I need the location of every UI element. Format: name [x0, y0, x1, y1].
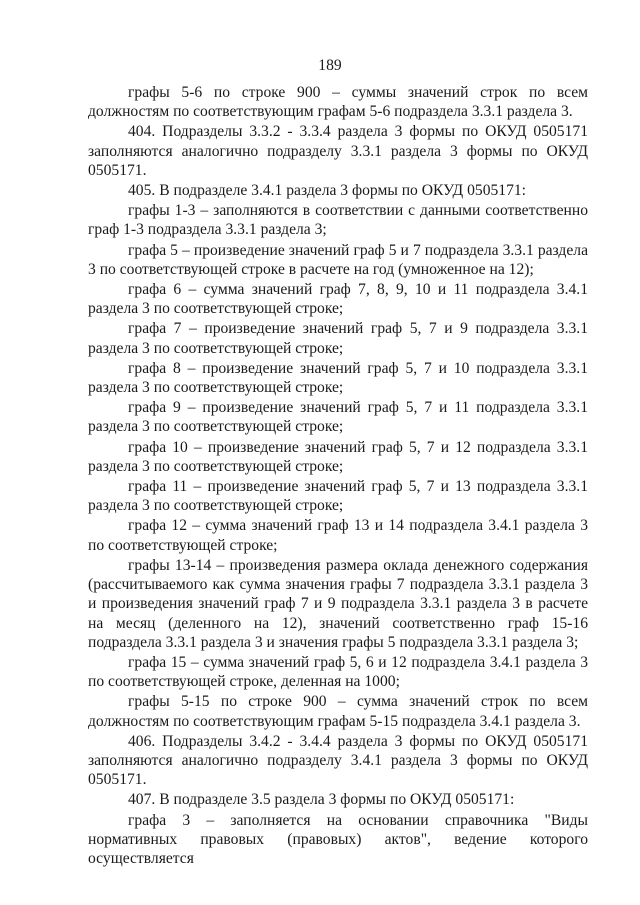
paragraph: 406. Подразделы 3.4.2 - 3.4.4 раздела 3 формы по ОКУД 0505171 заполняются аналогично подразделу 3.4.1 раздела 3 формы по ОКУД 0505171. — [88, 732, 588, 789]
document-body — [88, 83, 588, 868]
paragraph: графа 5 – произведение значений граф 5 и 7 подраздела 3.3.1 раздела 3 по соответствующей строке в расчете на год (умноженное на 12); — [88, 241, 588, 278]
paragraph: графы 5-15 по строке 900 – сумма значений строк по всем должностям по соответствующим графам 5-15 подраздела 3.4.1 раздела 3. — [88, 693, 588, 730]
page-number: 189 — [318, 57, 342, 74]
paragraph: графа 9 – произведение значений граф 5, 7 и 11 подраздела 3.3.1 раздела 3 по соответствующей строке; — [88, 399, 588, 436]
paragraph: графа 15 – сумма значений граф 5, 6 и 12 подраздела 3.4.1 раздела 3 по соответствующей строке, деленная на 1000; — [88, 653, 588, 691]
paragraph: 405. В подразделе 3.4.1 раздела 3 формы по ОКУД 0505171: — [128, 182, 527, 200]
paragraph: графа 12 – сумма значений граф 13 и 14 подраздела 3.4.1 раздела 3 по соответствующей строке; — [88, 517, 588, 554]
paragraph: графа 8 – произведение значений граф 5, 7 и 10 подраздела 3.3.1 раздела 3 по соответствующей строке; — [88, 359, 588, 397]
paragraph: графа 3 – заполняется на основании справочника "Виды нормативных правовых (правовых) актов", ведение которого осуществляется — [88, 811, 588, 868]
paragraph: графа 6 – сумма значений граф 7, 8, 9, 10 и 11 подраздела 3.4.1 раздела 3 по соответствующей строке; — [88, 280, 588, 318]
paragraph: 404. Подразделы 3.3.2 - 3.3.4 раздела 3 формы по ОКУД 0505171 заполняются аналогично подразделу 3.3.1 раздела 3 формы по ОКУД 0505171. — [88, 123, 588, 179]
paragraph: графа 11 – произведение значений граф 5, 7 и 13 подраздела 3.3.1 раздела 3 по соответствующей строке; — [88, 477, 588, 515]
paragraph: графы 5-6 по строке 900 – суммы значений строк по всем должностям по соответствующим графам 5-6 подраздела 3.3.1 раздела 3. — [88, 84, 588, 121]
paragraph: графа 10 – произведение значений граф 5, 7 и 12 подраздела 3.3.1 раздела 3 по соответствующей строке; — [88, 438, 588, 475]
paragraph: 407. В подразделе 3.5 раздела 3 формы по ОКУД 0505171: — [128, 791, 515, 809]
paragraph: графа 7 – произведение значений граф 5, 7 и 9 подраздела 3.3.1 раздела 3 по соответствующей строке; — [88, 320, 588, 357]
paragraph: графы 1-3 – заполняются в соответствии с данными соответственно граф 1-3 подраздела 3.3.1 раздела 3; — [88, 202, 588, 239]
paragraph: графы 13-14 – произведения размера оклада денежного содержания (рассчитываемого как сумма значения графы 7 подраздела 3.3.1 раздела 3 и произведения значений граф 7 и 9 подраздела 3.3.1 раздела 3 в расчете на месяц (деленного на 12), значений соответственно граф 15-16 подраздела 3.3.1 раздела 3 и значения графы 5 подраздела 3.3.1 раздела 3; — [88, 556, 588, 651]
